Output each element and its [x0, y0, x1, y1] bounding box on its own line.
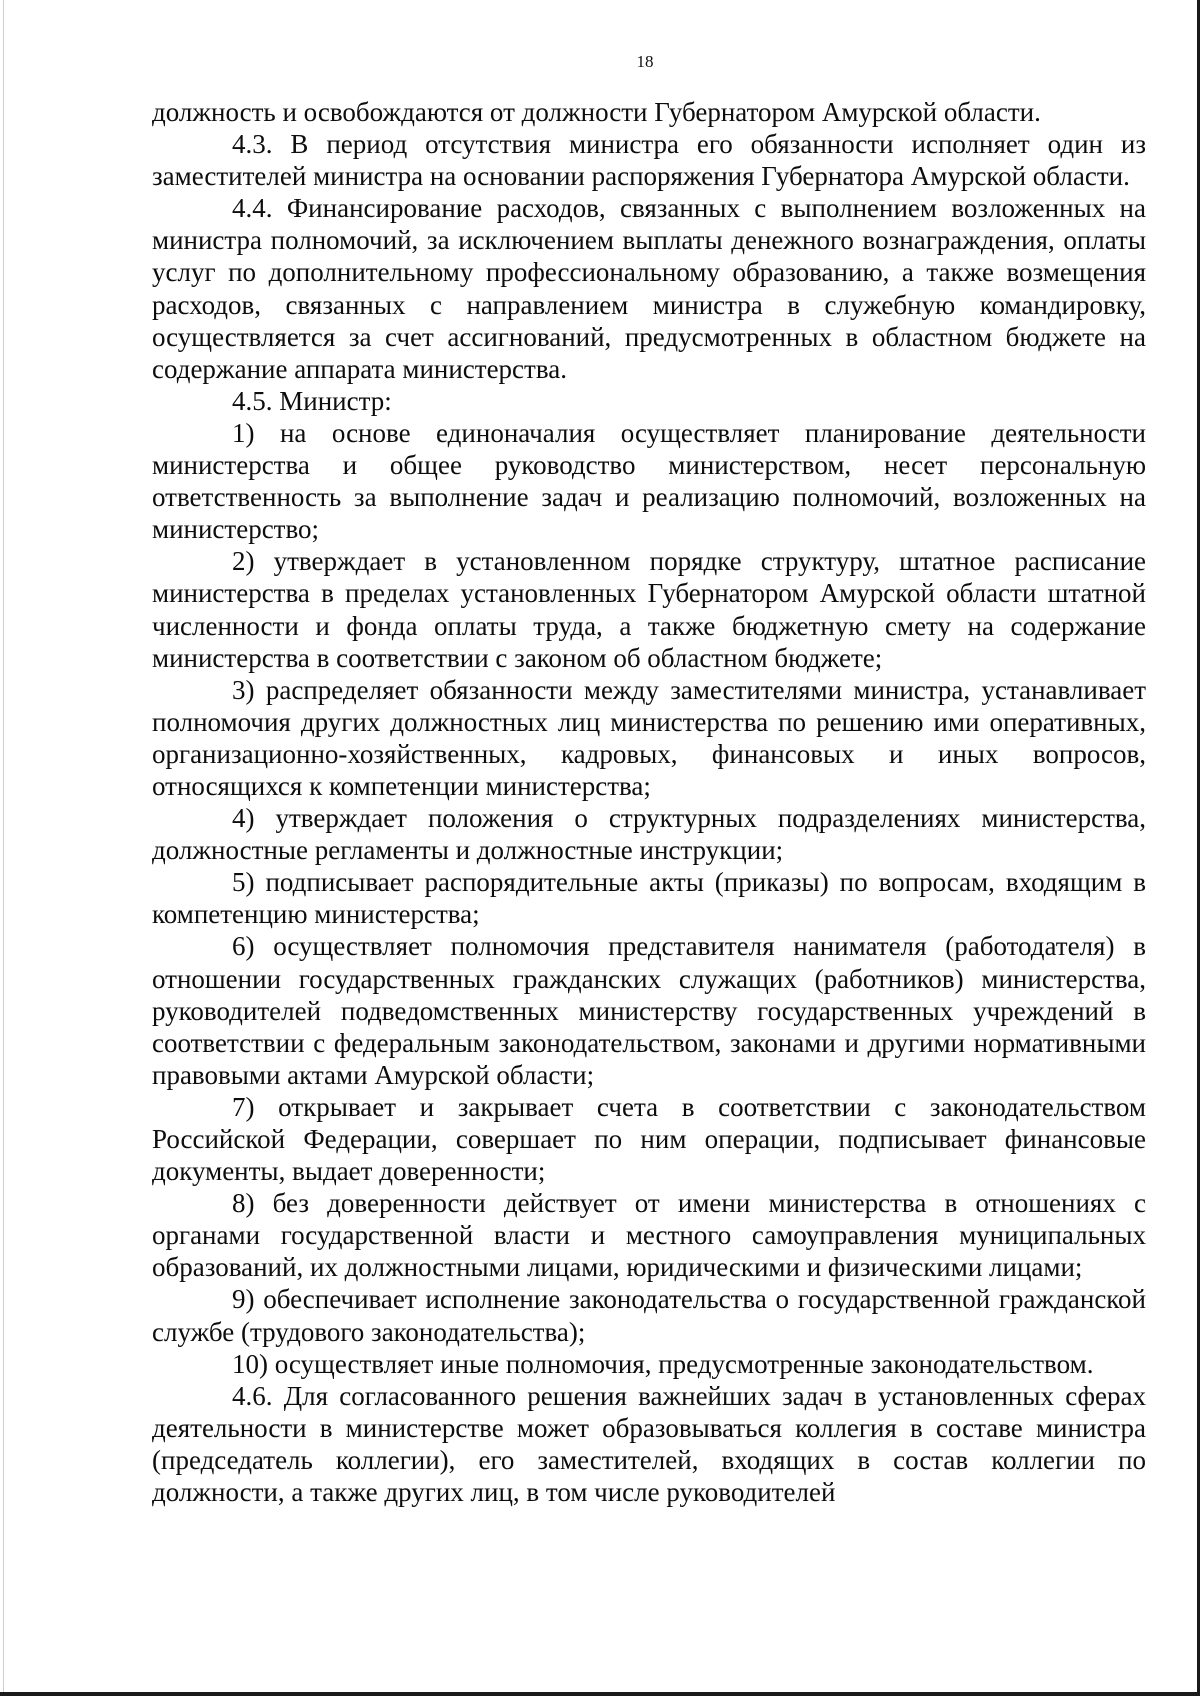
list-item-8: 8) без доверенности действует от имени министерства в отношениях с органами государственной власти и местного самоуправления муниципальных образований, их должностными лицами, юридическими и физическими лицами; — [152, 1188, 1146, 1283]
paragraph-4-5: 4.5. Министр: — [232, 385, 392, 416]
page-number: 18 — [636, 52, 654, 71]
list-item-5: 5) подписывает распорядительные акты (приказы) по вопросам, входящим в компетенцию министерства; — [152, 867, 1146, 930]
list-item-1: 1) на основе единоначалия осуществляет планирование деятельности министерства и общее руководство министерством, несет персональную ответственность за выполнение задач и реализацию полномочий, возложенных на министерство; — [152, 417, 1146, 545]
paragraph-4-3: 4.3. В период отсутствия министра его обязанности исполняет один из заместителей министра на основании распоряжения Губернатора Амурской области. — [152, 129, 1146, 192]
paragraph-4-4: 4.4. Финансирование расходов, связанных с выполнением возложенных на министра полномочий, за исключением выплаты денежного вознаграждения, оплаты услуг по дополнительному профессиональному образованию, а также возмещения расходов, связанных с направлением министра в служебную командировку, осуществляется за счет ассигнований, предусмотренных в областном бюджете на содержание аппарата министерства. — [152, 193, 1146, 384]
list-item-4: 4) утверждает положения о структурных подразделениях министерства, должностные регламенты и должностные инструкции; — [152, 803, 1146, 866]
document-body — [152, 96, 1146, 1508]
list-item-7: 7) открывает и закрывает счета в соответствии с законодательством Российской Федерации, совершает по ним операции, подписывает финансовые документы, выдает доверенности; — [152, 1091, 1146, 1187]
list-item-6: 6) осуществляет полномочия представителя нанимателя (работодателя) в отношении государственных гражданских служащих (работников) министерства, руководителей подведомственных министерству государственных учреждений в соответствии с федеральным законодательством, законами и другими нормативными правовыми актами Амурской области; — [152, 931, 1146, 1090]
paragraph-4-6: 4.6. Для согласованного решения важнейших задач в установленных сферах деятельности в министерстве может образовываться коллегия в составе министра (председатель коллегии), его заместителей, входящих в состав коллегии по должности, а также других лиц, в том числе руководителей — [152, 1380, 1146, 1508]
paragraph-continuation: должность и освобождаются от должности Губернатором Амурской области. — [152, 97, 1041, 127]
list-item-9: 9) обеспечивает исполнение законодательства о государственной гражданской службе (трудового законодательства); — [152, 1284, 1146, 1347]
list-item-3: 3) распределяет обязанности между заместителями министра, устанавливает полномочия других должностных лиц министерства по решению ими оперативных, организационно-хозяйственных, кадровых, финансовых и иных вопросов, относящихся к компетенции министерства; — [152, 674, 1146, 801]
scan-edge-line — [3, 0, 4, 1696]
list-item-2: 2) утверждает в установленном порядке структуру, штатное расписание министерства в пределах установленных Губернатором Амурской области штатной численности и фонда оплаты труда, а также бюджетную смету на содержание министерства в соответствии с законом об областном бюджете; — [152, 546, 1146, 673]
list-item-10: 10) осуществляет иные полномочия, предусмотренные законодательством. — [232, 1348, 1094, 1379]
